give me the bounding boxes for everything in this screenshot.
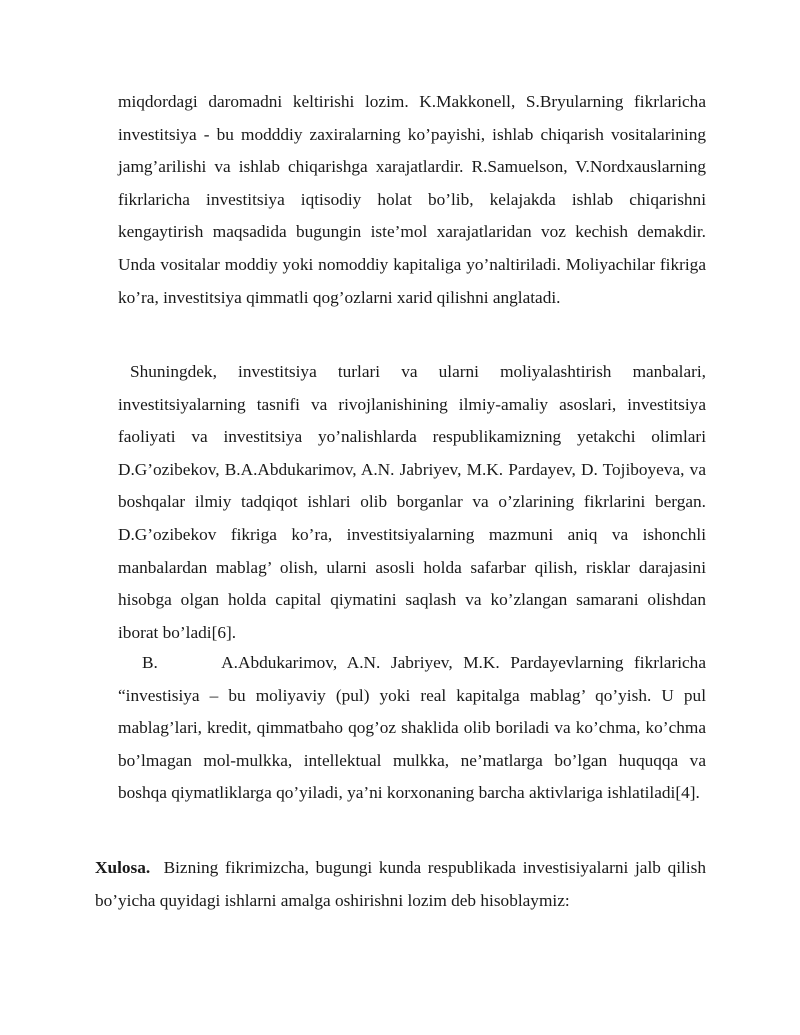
paragraph-abdukarimov-quote: B. A.Abdukarimov, A.N. Jabriyev, M.K. Pardayevlarning fikrlaricha “investisiya – bu moliyaviy (pul) yoki real kapitalga mablag’ qo’yish. U pul mablag’lari, kredit, qimmatbaho qog’oz shaklida olib boriladi va ko’chma, ko’chma bo’lmagan mol-mulkka, intellektual mulkka, ne’matlarga bo’lgan huquqqa va boshqa qiymatliklarga qo’yiladi, ya’ni korxonaning barcha aktivlariga ishlatiladi[4]. (118, 653, 706, 803)
paragraph-investment-definitions: miqdordagi daromadni keltirishi lozim. K.Makkonell, S.Bryularning fikrlaricha investitsiya - bu modddiy zaxiralarning ko’payishi, ishlab chiqarish vositalarining jamg’arilishi va ishlab chiqarishga xarajatlardir. R.Samuelson, V.Nordxauslarning fikrlaricha investitsiya iqtisodiy holat bo’lib, kelajakda ishlab chiqarishni kengaytirish maqsadida bugungin iste’mol xarajatlaridan voz kechish demakdir. Unda vositalar moddiy yoki nomoddiy kapitaliga yo’naltiriladi. Moliyachilar fikriga ko’ra, investitsiya qimmatli qog’ozlarni xarid qilishni anglatadi. (118, 92, 706, 307)
paragraph-uzbek-scholars: Shuningdek, investitsiya turlari va ularni moliyalashtirish manbalari, investitsiyalarning tasnifi va rivojlanishining ilmiy-amaliy asoslari, investitsiya faoliyati va investitsiya yo’nalishlarda respublikamizning yetakchi olimlari D.G’ozibekov, B.A.Abdukarimov, A.N. Jabriyev, M.K. Pardayev, D. Tojiboyeva, va boshqalar ilmiy tadqiqot ishlari olib borganlar va o’zlarining fikrlarini bergan. D.G’ozibekov fikriga ko’ra, investitsiyalarning mazmuni aniq va ishonchli manbalardan mablag’ olish, ularni asosli holda safarbar qilish, risklar darajasini hisobga olgan holda capital qiymatini saqlash va ko’zlangan samarani olishdan iborat bo’ladi[6]. (118, 362, 706, 642)
paragraph-conclusion (95, 852, 706, 917)
conclusion-text: Bizning fikrimizcha, bugungi kunda respublikada investisiyalarni jalb qilish bo’yicha quyidagi ishlarni amalga oshirishni lozim deb hisoblaymiz: (95, 858, 706, 910)
conclusion-label: Xulosa. (95, 858, 151, 877)
